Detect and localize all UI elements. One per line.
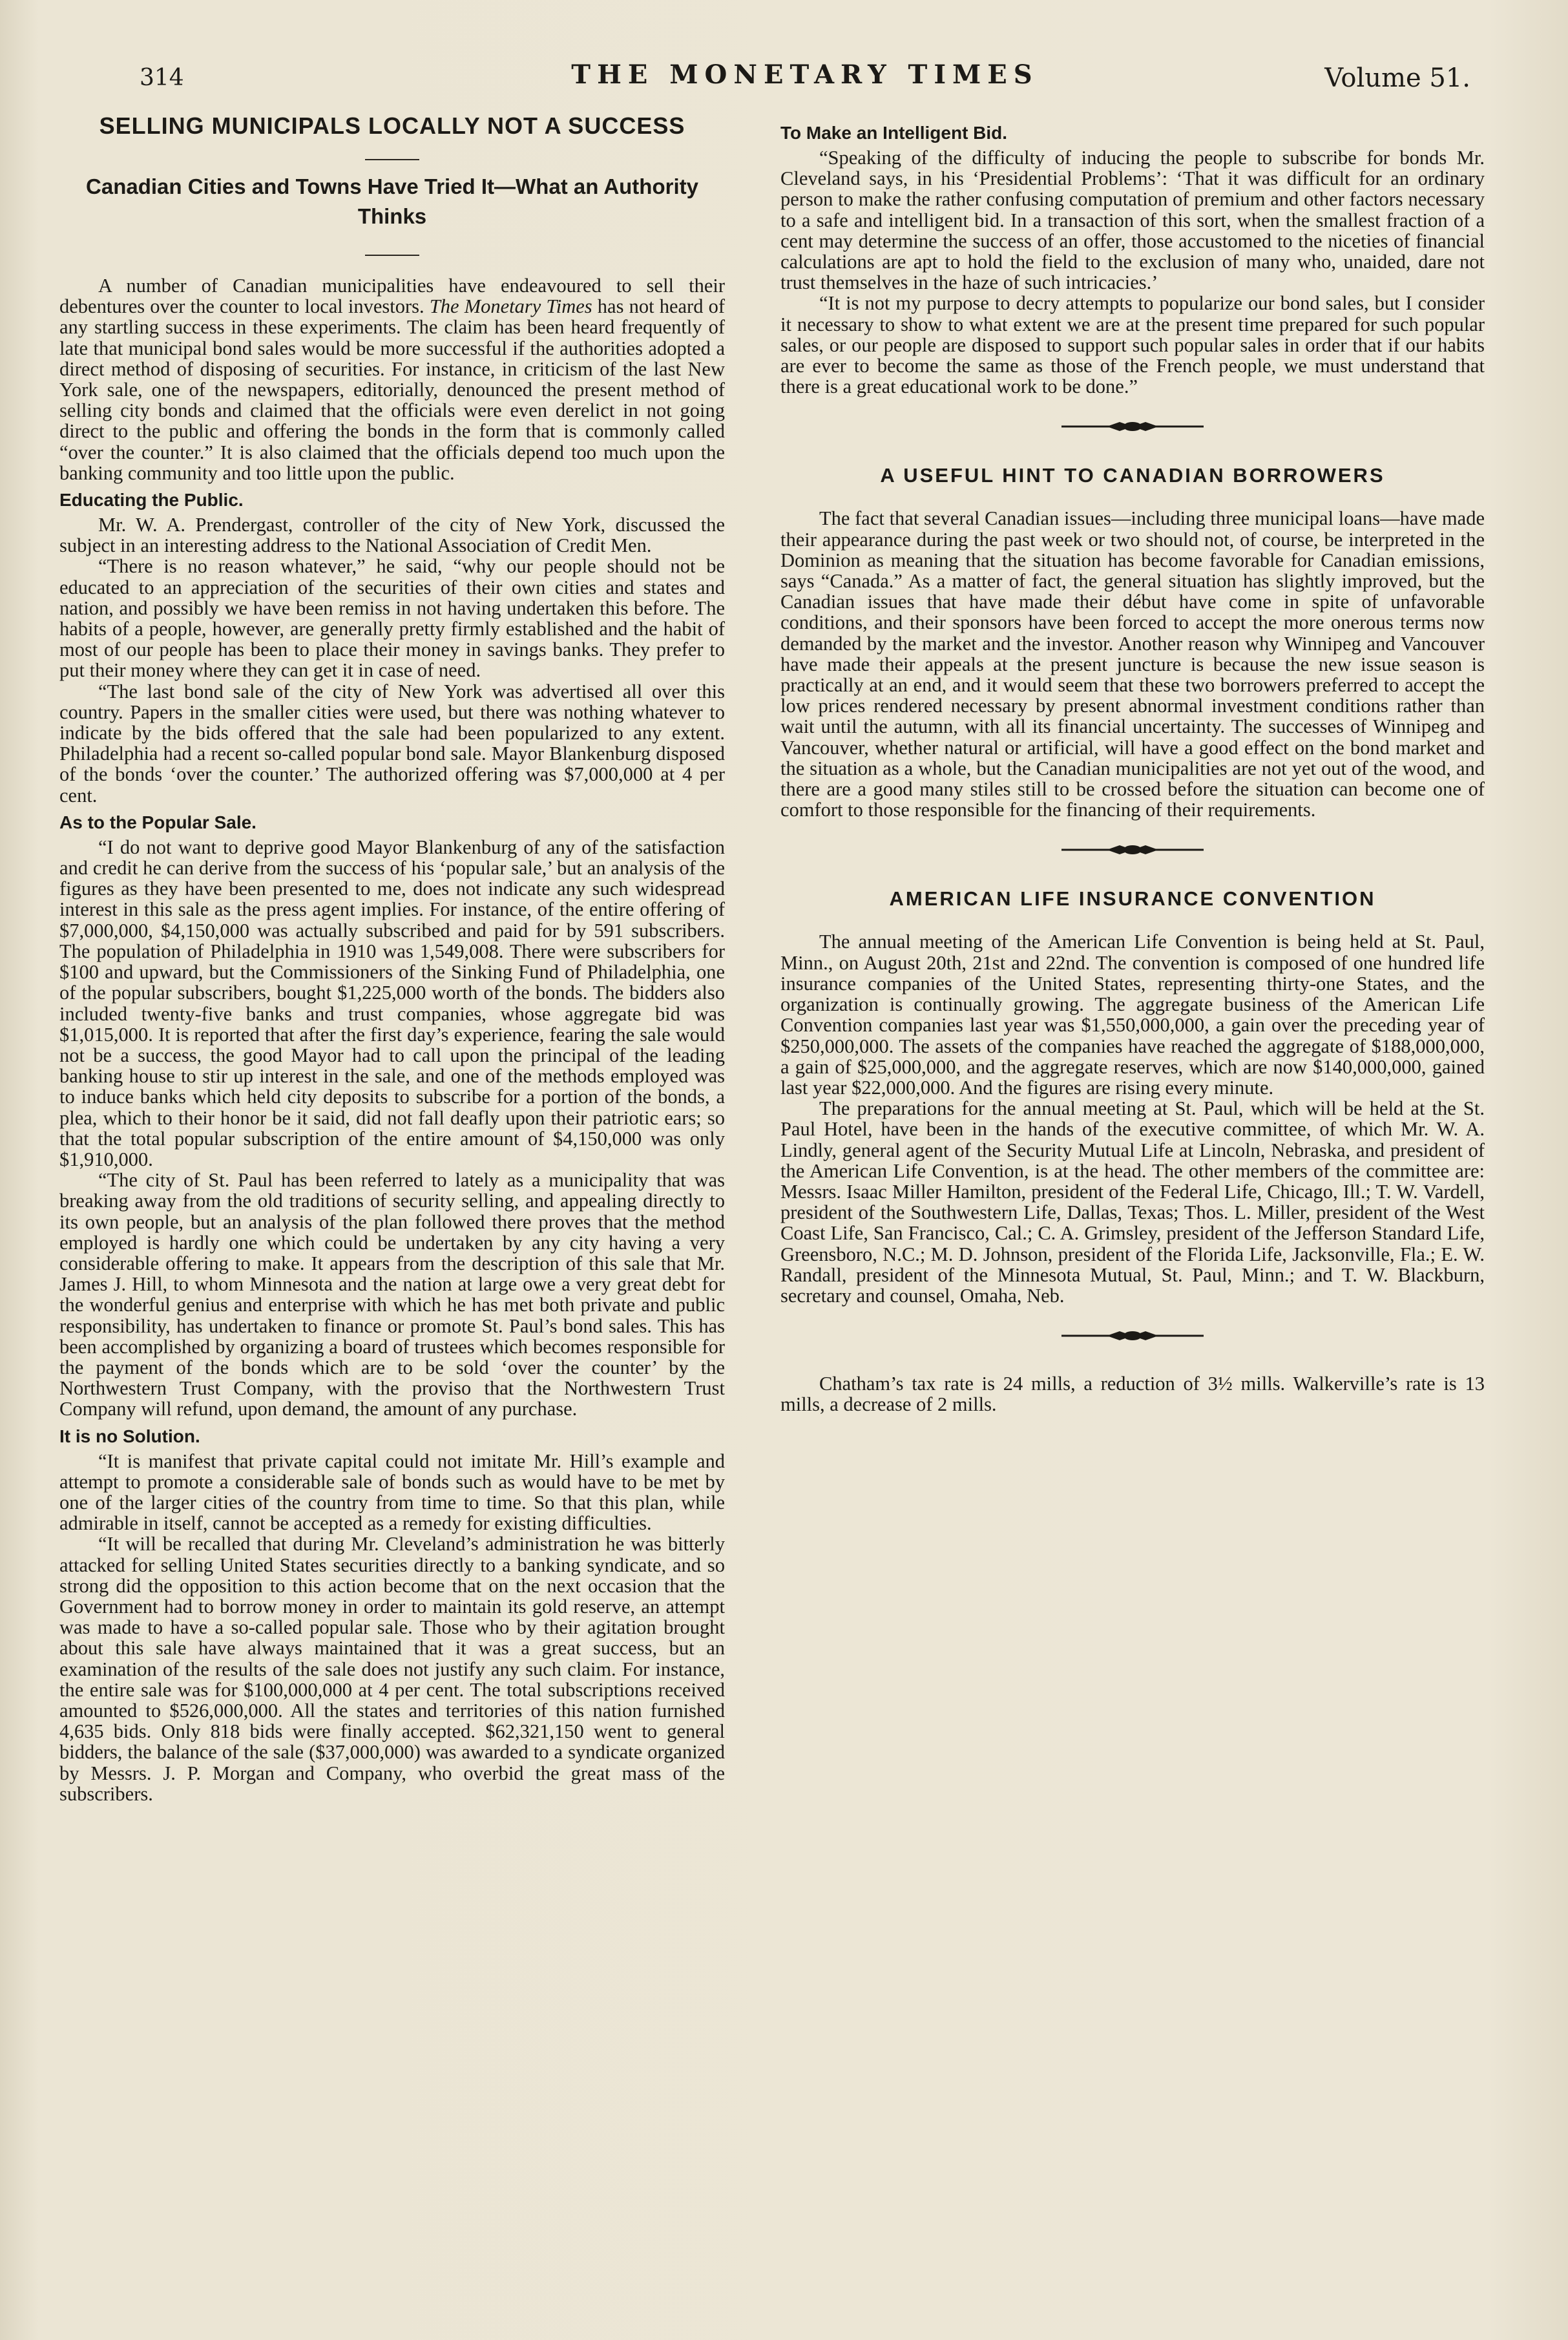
- article-body: [59, 275, 725, 1804]
- article-deck: Canadian Cities and Towns Have Tried It—What an Authority Thinks: [86, 174, 698, 228]
- headline-rule: [365, 159, 419, 160]
- publication-mention: The Monetary Times: [429, 295, 592, 318]
- ornament-divider-icon: [1061, 419, 1204, 434]
- ornament-divider-icon: [1061, 842, 1204, 858]
- paragraph: Mr. W. A. Prendergast, controller of the city of New York, discussed the subject in an interesting address to the National Association of Credit Men.: [59, 514, 725, 557]
- paragraph: “I do not want to deprive good Mayor Blankenburg of any of the satisfaction and credit he can derive from the success of his ‘popular sale,’ but an analysis of the figures as they have been presented to me, does not indicate any such widespread interest in this sale as the press agent implies. For instance, of the entire offering of $7,000,000, $4,150,000 was actually subscribed and paid for by 591 subscribers. The population of Philadelphia in 1910 was 1,549,008. There were subscribers for $100 and upward, but the Commissioners of the Sinking Fund of Philadelphia, one of the popular subscribers, bought $1,225,000 worth of the bonds. The bidders also included twenty-five banks and trust companies, whose aggregate bid was $1,015,000. It is reported that after the first day’s experience, fearing the sale would not be a success, the good Mayor had to call upon the principal of the leading banking house to stir up interest in the sale, and one of the methods employed was to induce banks which held city deposits to subscribe for a portion of the bonds, a plea, which to their honor be it said, did not fall deafly upon their patriotic ears; so that the total popular subscription of the entire amount of $4,150,000 was only $1,910,000.: [59, 836, 725, 1170]
- running-head: [140, 59, 1470, 98]
- paragraph: Chatham’s tax rate is 24 mills, a reduction of 3½ mills. Walkerville’s rate is 13 mills, a decrease of 2 mills.: [780, 1373, 1485, 1416]
- paragraph: The fact that several Canadian issues—including three municipal loans—have made their appearance during the past week or two should not, of course, be interpreted in the Dominion as meaning that the situation has become favorable for Canadian emissions, says “Canada.” As a matter of fact, the general situation has slightly improved, but the Canadian issues that have made their début have come in spite of unfavorable conditions, and their sponsors have been forced to accept the more onerous terms now demanded by the market and the investor. Another reason why Winnipeg and Vancouver have made their appeals at the present juncture is because the new issue season is practically at an end, and it would seem that these two borrowers preferred to accept the low prices rendered necessary by present abnormal investment conditions rather than wait until the autumn, with all its financial uncertainty. The successes of Winnipeg and Vancouver, whether natural or artificial, will have a good effect on the bond market and the situation as a whole, but the Canadian municipalities are not yet out of the wood, and there are a good many stiles still to be crossed before the situation can become one of comfort to those responsible for the financing of their requirements.: [780, 507, 1485, 821]
- paragraph: “The last bond sale of the city of New York was advertised all over this country. Papers in the smaller cities were used, but there was nothing whatever to indicate by the bids offered that the sale had been popularized to any extent. Philadelphia had a recent so-called popular bond sale. Mayor Blankenburg disposed of the bonds ‘over the counter.’ The authorized offering was $7,000,000 at 4 per cent.: [59, 680, 725, 806]
- article-headline: AMERICAN LIFE INSURANCE CONVENTION: [889, 887, 1376, 911]
- paragraph: “Speaking of the difficulty of inducing the people to subscribe for bonds Mr. Cleveland says, in his ‘Presidential Problems’: ‘That it was difficult for an ordinary person to make the rather confusing computation of premium and other factors necessary to a safe and intelligent bid. In a transaction of this sort, when the smallest fraction of a cent may determine the success of an offer, those accustomed to the niceties of financial calculations are apt to hold the field to the exclusion of many who, unaided, dare not trust themselves in the haze of such intricacies.’: [780, 147, 1485, 294]
- paragraph: “There is no reason whatever,” he said, “why our people should not be educated to an appreciation of the securities of their own cities and states and nation, and possibly we have been remiss in not having undertaken this before. The habits of a people, however, are generally pretty firmly established and the habit of most of our people has been to place their money in savings banks. They prefer to put their money where they can get it in case of need.: [59, 555, 725, 682]
- article-headline: A USEFUL HINT TO CANADIAN BORROWERS: [880, 464, 1385, 487]
- paragraph: “It is not my purpose to decry attempts to popularize our bond sales, but I consider it necessary to show to what extent we are at the present time prepared for such popular sales, or our people are disposed to support such popular sales in order that if our habits are ever to become the same as those of the French people, we must understand that there is a great educational work to be done.”: [780, 292, 1485, 398]
- ornament-divider-icon: [1061, 1328, 1204, 1344]
- volume-label: Volume 51.: [1324, 63, 1470, 93]
- paragraph: A number of Canadian municipalities have endeavoured to sell their debentures over the counter to local investors. The Monetary Times has not heard of any startling success in these experiments. The claim has been heard frequently of late that municipal bond sales would be more successful if the authorities adopted a direct method of disposing of securities. For instance, in criticism of the last New York sale, one of the newspapers, editorially, denounced the present method of selling city bonds and claimed that the officials were even derelict in not going direct to the public and offering the bonds in the form that is commonly called “over the counter.” It is also claimed that the officials depend too much upon the banking community and too little upon the public.: [59, 275, 726, 484]
- news-brief: [780, 1373, 1485, 1415]
- publication-title: THE MONETARY TIMES: [571, 59, 1039, 90]
- article-body: [780, 508, 1485, 820]
- left-column: [59, 110, 725, 1804]
- paragraph: “It is manifest that private capital could not imitate Mr. Hill’s example and attempt to promote a considerable sale of bonds such as would have to be met by one of the larger cities of the country from time to time. So that this plan, while admirable in itself, cannot be accepted as a remedy for existing difficulties.: [59, 1449, 725, 1535]
- paragraph: “It will be recalled that during Mr. Cleveland’s administration he was bitterly attacked for selling United States securities directly to a banking syndicate, and so strong did the opposition to this action become that on the next occasion that the Government had to borrow money in order to maintain its gold reserve, an attempt was made to have a so-called popular sale. Those who by their agitation brought about this sale have always maintained that it was a great success, but an examination of the results of the sale does not justify any such claim. For instance, the entire sale was for $100,000,000 at 4 per cent. The total subscriptions received amounted to $526,000,000. All the states and territories of this nation furnished 4,635 bids. Only 818 bids were finally accepted. $62,321,150 went to general bidders, the balance of the sale ($37,000,000) was awarded to a syndicate organized by Messrs. J. P. Morgan and Company, who overbid the great mass of the subscribers.: [59, 1533, 725, 1805]
- article-body: [780, 931, 1485, 1306]
- paragraph: The annual meeting of the American Life Convention is being held at St. Paul, Minn., on August 20th, 21st and 22nd. The convention is composed of one hundred life insurance companies of the United States, representing thirty-one States, and the organization is continually growing. The aggregate business of the American Life Convention companies last year was $1,550,000,000, a gain over the preceding year of $250,000,000. The assets of the companies have reached the aggregate of $188,000,000, a gain of $25,000,000, and the aggregate reserves, which are now $140,000,000, gained last year $22,000,000. And the figures are rising every minute.: [780, 931, 1485, 1099]
- paragraph: “The city of St. Paul has been referred to lately as a municipality that was breaking away from the old traditions of security selling, and appealing directly to its own people, but an analysis of the plan followed there proves that the method employed is hardly one which could be undertaken by any city having a very considerable offering to make. It appears from the description of this sale that Mr. James J. Hill, to whom Minnesota and the nation at large owe a very great debt for the wonderful genius and enterprise with which he has met both private and public responsibility, has undertaken to finance or promote St. Paul’s bond sales. This has been accomplished by organizing a board of trustees which becomes responsible for the payment of the bonds which are to be sold ‘over the counter’ by the Northwestern Trust Company, with the proviso that the Northwestern Trust Company will refund, upon demand, the amount of any purchase.: [59, 1169, 725, 1420]
- paragraph: The preparations for the annual meeting at St. Paul, which will be held at the St. Paul Hotel, have been in the hands of the executive committee, of which Mr. W. A. Lindly, general agent of the Security Mutual Life at Lincoln, Nebraska, and president of the American Life Convention, is at the head. The other members of the committee are: Messrs. Isaac Miller Hamilton, president of the Federal Life, Chicago, Ill.; T. W. Vardell, president of the Southwestern Life, Dallas, Texas; Thos. L. Miller, president of the West Coast Life, San Francisco, Cal.; C. A. Grimsley, president of the Jefferson Standard Life, Greensboro, N.C.; M. D. Johnson, president of the Florida Life, Jacksonville, Fla.; E. W. Randall, president of the Minnesota Mutual, St. Paul, Minn.; and T. W. Blackburn, secretary and counsel, Omaha, Neb.: [780, 1097, 1485, 1307]
- article-body-continued: [780, 123, 1485, 397]
- page-number: 314: [140, 65, 184, 91]
- article-headline: SELLING MUNICIPALS LOCALLY NOT A SUCCESS: [99, 112, 685, 139]
- subhead: It is no Solution.: [59, 1426, 200, 1446]
- subhead: To Make an Intelligent Bid.: [780, 123, 1008, 143]
- deck-rule: [365, 255, 419, 256]
- subhead: Educating the Public.: [59, 490, 244, 511]
- right-column: [780, 116, 1485, 1415]
- subhead: As to the Popular Sale.: [59, 812, 256, 832]
